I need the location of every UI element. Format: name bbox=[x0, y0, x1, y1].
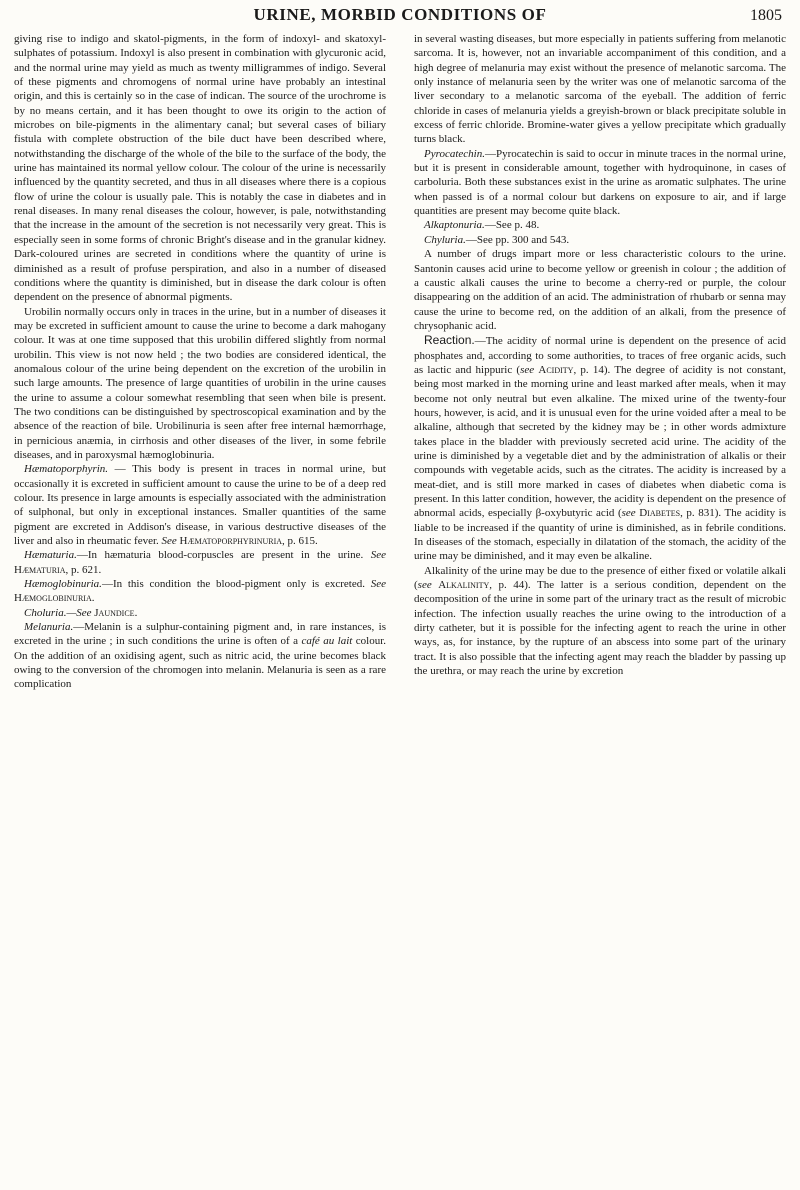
page-reference: , p. 621. bbox=[65, 563, 102, 576]
entry-lead: Melanuria. bbox=[24, 621, 74, 634]
paragraph-text: in several wasting diseases, but more especially in patients suffering from melanotic sarcoma. It is, however, not an invariable accompaniment of this condition, and a high degree of melanuria may exist without the presence of melanotic sarcoma. The only instance of melanuria seen by the writer was one of melanotic sarcoma of the liver secondary to a melanotic sarcoma of the eyeball. The addition of ferric chloride in cases of melanuria yields a greyish-brown or black precipitate soluble in excess of ferric chloride. Bromine-water gives a yellow precipitate which gradually turns black. bbox=[414, 33, 786, 146]
entry-lead: Hæmaturia. bbox=[24, 549, 77, 562]
paragraph-text: —In this condition the blood-pigment only is excreted. bbox=[101, 578, 371, 591]
paragraph-chyluria bbox=[414, 233, 786, 247]
section-heading: Reaction. bbox=[424, 333, 475, 348]
paragraph-text: giving rise to indigo and skatol-pigments, in the form of indoxyl- and skatoxyl-sulphates of potassium. Indoxyl is also present in combination with glycuronic acid, and the normal urine may yield as much as twenty milligrammes of indigo. Several of these pigments and chromogens of normal urine have probably an intestinal origin, and this is certainly so in the case of indican. The source of the urochrome is by no means certain, and it has been thought to owe its origin to the action of microbes on bile-pigments in the alimentary canal; but several cases of biliary fistula with complete obstruction of the bile duct have been described where, notwithstanding the discharge of the whole of the bile to the surface of the body, the urine has maintained its normal yellow colour. The colour of the urine is necessarily influenced by the quantity secreted, and thus in all diseases where there is a copious flow of urine the colour is usually pale. This is notably the case in diabetes and in renal diseases. In many renal diseases the colour, however, is pale, notwithstanding that the increase in the amount of the secretion is not necessarily very great. This is especially seen in some forms of chronic Bright's disease and in the granular kidney. Dark-coloured urines are secreted in conditions where the quantity of urine is diminished as a result of profuse perspiration, and also in a number of diseased conditions where the quantity is diminished, but in disease the dark colour is often dependent on the presence of abnormal pigments. bbox=[14, 33, 386, 304]
paragraph-text: Alkalinity of the urine may be due to the presence of either fixed or volatile alkali ( bbox=[414, 564, 786, 592]
paragraph-alkaptonuria bbox=[414, 218, 786, 232]
paragraph-text: —See p. 48. bbox=[484, 219, 540, 232]
cross-reference: Alkalinity bbox=[438, 579, 490, 592]
paragraph-choluria bbox=[14, 606, 386, 620]
paragraph-reaction bbox=[414, 333, 786, 564]
paragraph-text: —Melanin is a sulphur-containing pigment and, in rare instances, is excreted in the urine ; in such conditions the urine is often of a bbox=[14, 621, 386, 648]
paragraph-melanuria bbox=[14, 620, 386, 692]
page-reference: . bbox=[134, 606, 138, 619]
paragraph-text: —The acidity of normal urine is dependent on the presence of acid phosphates and, according to some authorities, to traces of free organic acids, such as lactic and hippuric ( bbox=[414, 335, 786, 376]
text-columns bbox=[14, 32, 786, 692]
cross-reference: Acidity bbox=[538, 363, 574, 376]
page-reference: , p. 615. bbox=[282, 535, 318, 548]
page-reference: . bbox=[91, 592, 95, 605]
paragraph-text: —Pyrocatechin is said to occur in minute traces in the normal urine, but it is present in considerable amount, together with hydroquinone, in cases of carboluria. Both these substances exist in the urine as aromatic sulphates. The urine when passed is of a normal colour but darkens on exposure to air, and if large quantities are present may become quite black. bbox=[414, 147, 786, 218]
paragraph-haematuria bbox=[14, 548, 386, 577]
paragraph-text: A number of drugs impart more or less characteristic colours to the urine. Santonin causes acid urine to become yellow or greenish in colour ; the addition of a caustic alkali causes the urine to become a cherry-red or purple, the colour disappearing on the addition of an acid. The administration of rhubarb or senna may cause the urine to become red, on the addition of an alkali, from the presence of chrysophanic acid. bbox=[414, 248, 786, 332]
cross-reference: Hæmatoporphyrinuria bbox=[179, 535, 283, 548]
see-label: see bbox=[520, 363, 535, 376]
cross-reference: Hæmaturia bbox=[14, 563, 66, 576]
entry-lead: Chyluria. bbox=[424, 233, 466, 246]
see-label: see bbox=[621, 507, 636, 520]
paragraph-text: , p. 14). The degree of acidity is not constant, being most marked in the morning urine and least marked after meals, when it may become not only neutral but even alkaline. The mixed urine of the twenty-four hours, however, is acid, and it is unusual even for the urine voided after a meal to be alkaline, although that secreted by the kidney may be ; in other words admixture takes place in the bladder with previously secreted acid urine. The acidity of the urine is diminished by a vegetable diet and by the administration of alkalis or their compounds with vegetable acids, such as the citrates. The acidity is increased by a meat-diet, and is still more marked in cases of diabetes when diabetic coma is present. In this latter condition, however, the acidity is dependent on the presence of abnormal acids, especially β-oxybutyric acid ( bbox=[414, 363, 786, 520]
right-column bbox=[414, 32, 786, 692]
see-label: See bbox=[370, 549, 386, 562]
paragraph bbox=[414, 32, 786, 147]
running-header bbox=[14, 4, 786, 30]
see-label: See bbox=[161, 535, 177, 548]
paragraph bbox=[14, 305, 386, 463]
entry-lead: Alkaptonuria. bbox=[424, 219, 485, 232]
paragraph-text: Urobilin normally occurs only in traces in the urine, but in a number of diseases it may be excreted in sufficient amount to cause the urine to become a dark mahogany colour. It was at one time supposed that this urobilin differed slightly from normal urobilin. This view is not now held ; the two bodies are considered identical, the anomalous colour of the urine being dependent on the excretion of the urobilin in such large amounts. The presence of large quantities of urobilin in the urine causes the urine to assume a colour somewhat resembling that seen when bile is present. The two conditions can be distinguished by spectroscopical examination and by the absence of the reaction of bile. Urobilinuria is seen after free internal hæmorrhage, in pernicious anæmia, in cirrhosis and other diseases of the liver, in some febrile diseases, and in paroxysmal hæmoglobinuria. bbox=[14, 305, 386, 461]
cross-reference: Jaundice bbox=[94, 606, 135, 619]
paragraph-text: —See pp. 300 and 543. bbox=[465, 233, 570, 246]
entry-lead: Choluria. bbox=[24, 606, 67, 619]
cross-reference: Diabetes bbox=[639, 507, 681, 520]
paragraph-alkalinity bbox=[414, 564, 786, 679]
page-number: 1805 bbox=[750, 7, 782, 24]
paragraph-text: , p. 44). The latter is a serious condition, dependent on the decomposition of the urine in some part of the urinary tract as the result of microbic infection. The infection usually reaches the urine owing to the introduction of a dirty catheter, but it is possible for the infecting agent to reach the urine in other ways, as, for instance, by the rupture of an abscess into some part of the urinary tract. It is also possible that the infecting agent may reach the bladder by passing up the urethra, or may reach the urine by excretion bbox=[414, 579, 786, 678]
see-label: see bbox=[417, 579, 432, 592]
entry-lead: Hæmatoporphyrin. bbox=[24, 463, 109, 476]
paragraph-text: colour. On the addition of an oxidising agent, such as nitric acid, the urine becomes black owing to the conversion of the chromogen into melanin. Melanuria is seen as a rare complication bbox=[14, 635, 387, 691]
paragraph-text: — This body is present in traces in normal urine, but occasionally it is excreted in sufficient amount to cause the urine to be of a deep red colour. Its presence in large amounts is especially associated with the administration of sulphonal, but only in exceptional instances. Smaller quantities of the same pigment are excreted in Addison's disease, in various destructive diseases of the liver and also in rheumatic fever. bbox=[14, 463, 386, 548]
entry-lead: Hæmoglobinuria. bbox=[24, 578, 102, 591]
paragraph-text: —In hæmaturia blood-corpuscles are present in the urine. bbox=[76, 549, 371, 562]
paragraph bbox=[14, 32, 386, 305]
paragraph-haematoporphyrin bbox=[14, 462, 386, 548]
italic-phrase: café au lait bbox=[301, 635, 353, 648]
cross-reference: Hæmoglobinuria bbox=[14, 592, 92, 605]
paragraph-haemoglobinuria bbox=[14, 577, 386, 606]
paragraph-pyrocatechin bbox=[414, 147, 786, 219]
paragraph-text: , p. 831). The acidity is liable to be increased if the quantity of urine is diminished, as in febrile conditions. In diseases of the stomach, especially in dilatation of the stomach, the acidity of the urine may be diminished, and it may even be alkaline. bbox=[414, 507, 786, 563]
see-label: —See bbox=[66, 606, 92, 619]
entry-lead: Pyrocatechin. bbox=[424, 147, 485, 160]
see-label: See bbox=[370, 578, 386, 591]
paragraph bbox=[414, 247, 786, 333]
left-column bbox=[14, 32, 386, 692]
header-title: URINE, MORBID CONDITIONS OF bbox=[253, 5, 547, 24]
